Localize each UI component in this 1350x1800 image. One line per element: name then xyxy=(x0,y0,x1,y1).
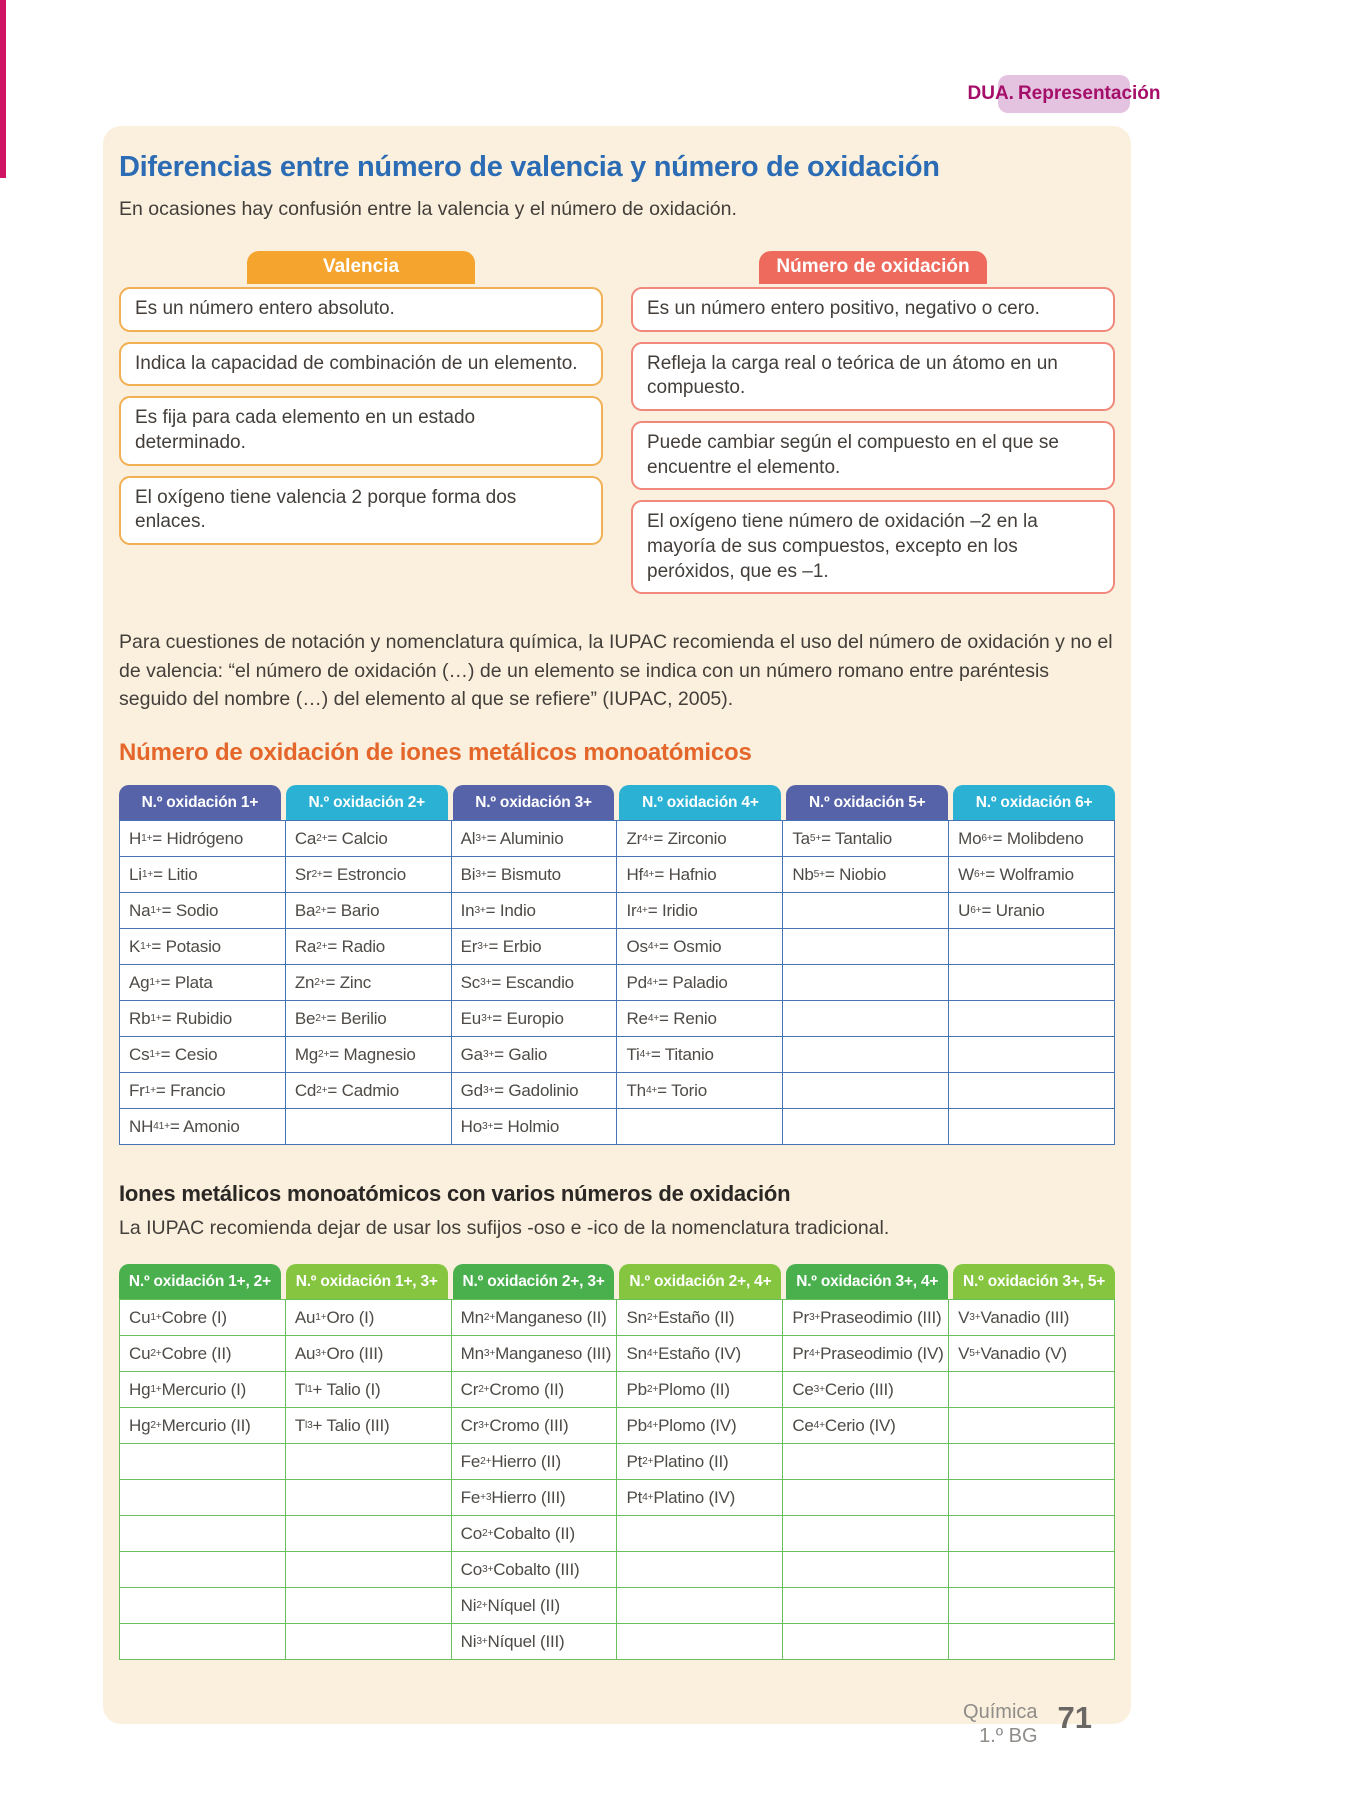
table-cell xyxy=(783,1444,949,1480)
table-cell xyxy=(286,1516,452,1552)
table-cell xyxy=(949,1624,1115,1660)
column-header: N.º oxidación 4+ xyxy=(619,785,781,820)
column-header: N.º oxidación 1+, 3+ xyxy=(286,1264,448,1299)
table-cell: W 6+ = Wolframio xyxy=(949,857,1115,893)
table-cell xyxy=(120,1624,286,1660)
table-cell: Th 4+ = Torio xyxy=(617,1073,783,1109)
oxidation-item: El oxígeno tiene número de oxidación –2 en la mayoría de sus compuestos, excepto en los peróxidos, que es –1. xyxy=(631,500,1115,594)
table-cell: Ag 1+ = Plata xyxy=(120,965,286,1001)
iupac-paragraph: Para cuestiones de notación y nomenclatura química, la IUPAC recomienda el uso del número de oxidación y no el de valencia: “el número de oxidación (…) de un elemento se indica con un número romano entre paréntesis seguido del nombre (…) del elemento al que se refiere” (IUPAC, 2005). xyxy=(119,631,1113,710)
table-cell: Ni 2+ Níquel (II) xyxy=(452,1588,618,1624)
table-body xyxy=(119,1299,1115,1660)
oxidation-tab: Número de oxidación xyxy=(759,251,987,284)
table-cell xyxy=(120,1588,286,1624)
table-cell: Mo 6+ = Molibdeno xyxy=(949,821,1115,857)
table-cell xyxy=(783,1480,949,1516)
table-cell: Ba 2+ = Bario xyxy=(286,893,452,929)
dua-badge-label: Representación xyxy=(1017,83,1161,104)
table-cell: Hg 1+ Mercurio (I) xyxy=(120,1372,286,1408)
table-cell: Ho 3+ = Holmio xyxy=(452,1109,618,1145)
dua-badge-prefix: DUA. xyxy=(967,83,1014,104)
table-cell: Fe 2+ Hierro (II) xyxy=(452,1444,618,1480)
table-cell: Zr 4+ = Zirconio xyxy=(617,821,783,857)
table-cell xyxy=(949,1444,1115,1480)
valencia-item: Es fija para cada elemento en un estado determinado. xyxy=(119,396,603,465)
table-cell xyxy=(120,1480,286,1516)
table-cell: Pb 4+ Plomo (IV) xyxy=(617,1408,783,1444)
table-cell: Hf 4+ = Hafnio xyxy=(617,857,783,893)
valencia-item: Es un número entero absoluto. xyxy=(119,287,603,332)
section2-note: La IUPAC recomienda dejar de usar los sufijos -oso e -ico de la nomenclatura tradicional. xyxy=(119,1217,890,1240)
column-header: N.º oxidación 6+ xyxy=(953,785,1115,820)
table-cell: Ga 3+ = Galio xyxy=(452,1037,618,1073)
table-cell: Ce 4+ Cerio (IV) xyxy=(783,1408,949,1444)
table-cell: Ni 3+ Níquel (III) xyxy=(452,1624,618,1660)
table-cell: Cd 2+ = Cadmio xyxy=(286,1073,452,1109)
oxidation-item: Refleja la carga real o teórica de un átomo en un compuesto. xyxy=(631,342,1115,411)
valencia-item: Indica la capacidad de combinación de un elemento. xyxy=(119,342,603,387)
table-cell xyxy=(286,1109,452,1145)
table-cell xyxy=(949,1001,1115,1037)
table-cell: Au 1+ Oro (I) xyxy=(286,1300,452,1336)
table-cell: Cs 1+ = Cesio xyxy=(120,1037,286,1073)
table-cell xyxy=(949,1372,1115,1408)
table-cell xyxy=(783,1588,949,1624)
oxidation-column xyxy=(631,251,1115,595)
table-cell: Pt 4+ Platino (IV) xyxy=(617,1480,783,1516)
section1-heading: Número de oxidación de iones metálicos monoatómicos xyxy=(119,739,752,767)
table-cell: Nb 5+ = Niobio xyxy=(783,857,949,893)
table-cell: Zn 2+ = Zinc xyxy=(286,965,452,1001)
table-cell xyxy=(949,1037,1115,1073)
oxidation-items xyxy=(631,287,1115,595)
table-cell xyxy=(949,1588,1115,1624)
table-cell xyxy=(617,1624,783,1660)
oxidation-item: Es un número entero positivo, negativo o cero. xyxy=(631,287,1115,332)
table-cell: Rb 1+ = Rubidio xyxy=(120,1001,286,1037)
column-header: N.º oxidación 1+, 2+ xyxy=(119,1264,281,1299)
table-cell: Cr 2+ Cromo (II) xyxy=(452,1372,618,1408)
table-cell: Pd 4+ = Paladio xyxy=(617,965,783,1001)
table-header-row xyxy=(119,785,1115,820)
table-cell: V 5+ Vanadio (V) xyxy=(949,1336,1115,1372)
table-cell xyxy=(617,1588,783,1624)
table-cell: Sr 2+ = Estroncio xyxy=(286,857,452,893)
table-cell: U 6+ = Uranio xyxy=(949,893,1115,929)
multiple-oxidation-table xyxy=(119,1264,1115,1660)
column-header: N.º oxidación 2+, 4+ xyxy=(619,1264,781,1299)
table-cell xyxy=(617,1552,783,1588)
table-cell: Li 1+ = Litio xyxy=(120,857,286,893)
table-cell: Eu 3+ = Europio xyxy=(452,1001,618,1037)
table-cell: Pr 4+ Praseodimio (IV) xyxy=(783,1336,949,1372)
dua-badge xyxy=(967,75,1161,113)
table-cell xyxy=(783,1624,949,1660)
table-cell: Cu 2+ Cobre (II) xyxy=(120,1336,286,1372)
column-header: N.º oxidación 3+ xyxy=(453,785,615,820)
column-header: N.º oxidación 3+, 5+ xyxy=(953,1264,1115,1299)
content-panel xyxy=(103,126,1131,1724)
table-cell xyxy=(783,1001,949,1037)
table-cell xyxy=(949,1109,1115,1145)
table-cell xyxy=(286,1588,452,1624)
table-cell xyxy=(949,965,1115,1001)
table-cell: Co 2+ Cobalto (II) xyxy=(452,1516,618,1552)
section2-heading: Iones metálicos monoatómicos con varios números de oxidación xyxy=(119,1181,791,1207)
table-cell: Na 1+ = Sodio xyxy=(120,893,286,929)
table-cell: Er 3+ = Erbio xyxy=(452,929,618,965)
table-cell: Bi 3+ = Bismuto xyxy=(452,857,618,893)
table-cell: T l1 + Talio (I) xyxy=(286,1372,452,1408)
table-body xyxy=(119,820,1115,1145)
table-cell xyxy=(949,929,1115,965)
table-cell xyxy=(783,1516,949,1552)
table-cell: Ra 2+ = Radio xyxy=(286,929,452,965)
table-cell: Cr 3+ Cromo (III) xyxy=(452,1408,618,1444)
table-cell: Hg 2+ Mercurio (II) xyxy=(120,1408,286,1444)
page-footer xyxy=(963,1700,1092,1748)
table-cell xyxy=(783,1552,949,1588)
table-cell: Ir 4+ = Iridio xyxy=(617,893,783,929)
table-cell: Ti 4+ = Titanio xyxy=(617,1037,783,1073)
table-cell xyxy=(120,1552,286,1588)
oxidation-item: Puede cambiar según el compuesto en el que se encuentre el elemento. xyxy=(631,421,1115,490)
comparison-section xyxy=(119,251,1115,595)
table-cell xyxy=(949,1408,1115,1444)
table-cell: Be 2+ = Berilio xyxy=(286,1001,452,1037)
table-cell xyxy=(949,1480,1115,1516)
table-cell: Re 4+ = Renio xyxy=(617,1001,783,1037)
table-cell: Pb 2+ Plomo (II) xyxy=(617,1372,783,1408)
oxidation-number-table xyxy=(119,785,1115,1145)
table-cell: T l3 + Talio (III) xyxy=(286,1408,452,1444)
table-cell xyxy=(617,1109,783,1145)
table-cell: Sn 4+ Estaño (IV) xyxy=(617,1336,783,1372)
table-cell: Gd 3+ = Gadolinio xyxy=(452,1073,618,1109)
table-cell: Pr 3+ Praseodimio (III) xyxy=(783,1300,949,1336)
table-cell: Al 3+ = Aluminio xyxy=(452,821,618,857)
table-cell: Au 3+ Oro (III) xyxy=(286,1336,452,1372)
table-cell: Mn 2+ Manganeso (II) xyxy=(452,1300,618,1336)
table-cell xyxy=(120,1516,286,1552)
valencia-column xyxy=(119,251,603,595)
footer-course-block xyxy=(963,1700,1037,1748)
table-cell: In 3+ = Indio xyxy=(452,893,618,929)
table-cell: Ce 3+ Cerio (III) xyxy=(783,1372,949,1408)
table-header-row xyxy=(119,1264,1115,1299)
valencia-item: El oxígeno tiene valencia 2 porque forma dos enlaces. xyxy=(119,476,603,545)
table-cell xyxy=(617,1516,783,1552)
column-header: N.º oxidación 3+, 4+ xyxy=(786,1264,948,1299)
table-cell xyxy=(783,1037,949,1073)
table-cell xyxy=(783,1109,949,1145)
table-cell xyxy=(286,1624,452,1660)
valencia-items xyxy=(119,287,603,545)
table-cell: K 1+ = Potasio xyxy=(120,929,286,965)
table-cell xyxy=(120,1444,286,1480)
table-cell: Mn 3+ Manganeso (III) xyxy=(452,1336,618,1372)
table-cell: NH 4 1+ = Amonio xyxy=(120,1109,286,1145)
table-cell xyxy=(783,893,949,929)
table-cell xyxy=(949,1516,1115,1552)
column-header: N.º oxidación 2+ xyxy=(286,785,448,820)
page-edge-stripe xyxy=(0,0,6,178)
table-cell: Pt 2+ Platino (II) xyxy=(617,1444,783,1480)
table-cell: Ca 2+ = Calcio xyxy=(286,821,452,857)
table-cell xyxy=(286,1444,452,1480)
page-number: 71 xyxy=(1057,1700,1092,1735)
table-cell xyxy=(949,1073,1115,1109)
page-title: Diferencias entre número de valencia y número de oxidación xyxy=(119,151,940,183)
column-header: N.º oxidación 2+, 3+ xyxy=(453,1264,615,1299)
table-cell: Ta 5+ = Tantalio xyxy=(783,821,949,857)
table-cell: H 1+ = Hidrógeno xyxy=(120,821,286,857)
table-cell: Fr 1+ = Francio xyxy=(120,1073,286,1109)
table-cell: Cu 1+ Cobre (I) xyxy=(120,1300,286,1336)
table-cell xyxy=(949,1552,1115,1588)
table-cell xyxy=(783,1073,949,1109)
table-cell: Os 4+ = Osmio xyxy=(617,929,783,965)
column-header: N.º oxidación 1+ xyxy=(119,785,281,820)
table-cell xyxy=(286,1552,452,1588)
valencia-tab: Valencia xyxy=(247,251,475,284)
table-cell: Mg 2+ = Magnesio xyxy=(286,1037,452,1073)
footer-course: 1.º BG xyxy=(979,1725,1038,1747)
table-cell: Co 3+ Cobalto (III) xyxy=(452,1552,618,1588)
table-cell xyxy=(286,1480,452,1516)
table-cell xyxy=(783,965,949,1001)
table-cell: Sn 2+ Estaño (II) xyxy=(617,1300,783,1336)
table-cell: V 3+ Vanadio (III) xyxy=(949,1300,1115,1336)
table-cell xyxy=(783,929,949,965)
footer-subject: Química xyxy=(963,1701,1038,1723)
column-header: N.º oxidación 5+ xyxy=(786,785,948,820)
table-cell: Sc 3+ = Escandio xyxy=(452,965,618,1001)
intro-text: En ocasiones hay confusión entre la valencia y el número de oxidación. xyxy=(119,197,737,220)
table-cell: Fe +3 Hierro (III) xyxy=(452,1480,618,1516)
